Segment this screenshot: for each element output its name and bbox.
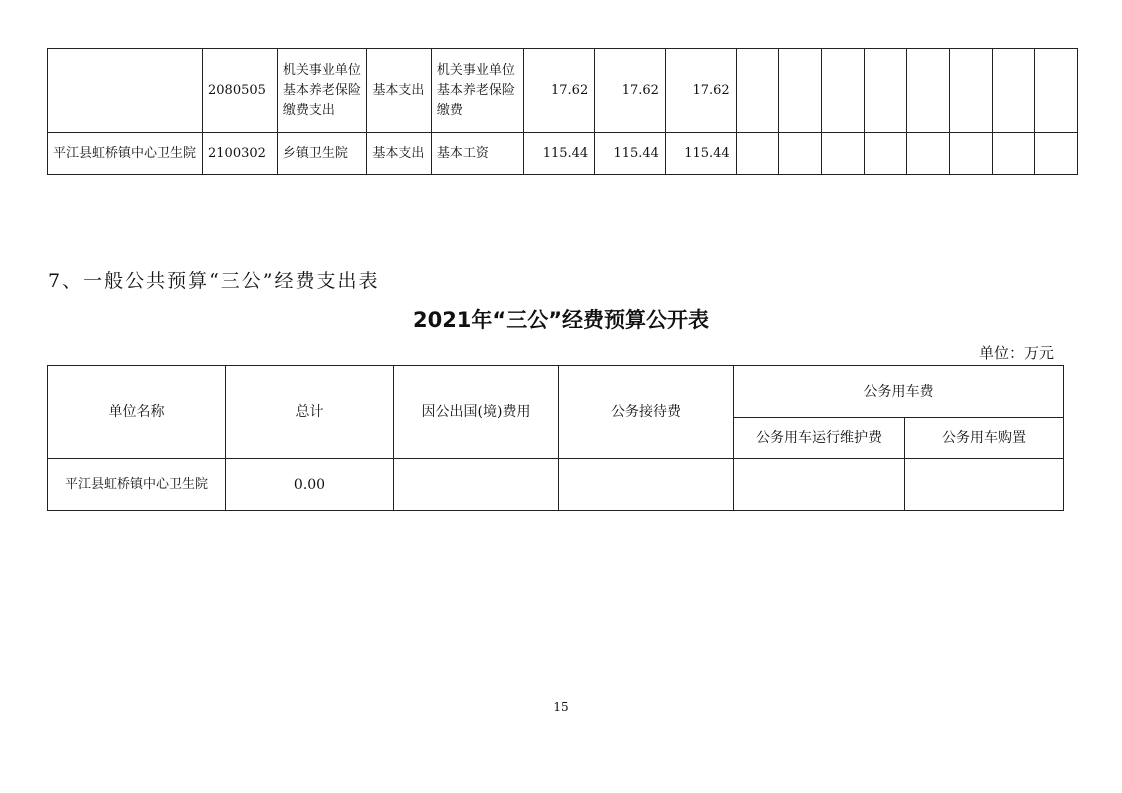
subject-code-cell: 2080505 xyxy=(203,49,278,133)
header-total: 总计 xyxy=(226,366,394,459)
amount-cell: 115.44 xyxy=(524,133,595,175)
empty-cell xyxy=(779,49,822,133)
budget-detail-table xyxy=(47,48,1078,175)
reception-cell xyxy=(559,459,734,511)
vehicle-maintenance-cell xyxy=(734,459,905,511)
amount-cell: 115.44 xyxy=(665,133,736,175)
subject-name-cell: 机关事业单位基本养老保险缴费支出 xyxy=(277,49,366,133)
subject-name-cell: 乡镇卫生院 xyxy=(277,133,366,175)
subject-code-cell: 2100302 xyxy=(203,133,278,175)
empty-cell xyxy=(992,133,1035,175)
amount-cell: 17.62 xyxy=(665,49,736,133)
table-row xyxy=(48,133,1078,175)
header-vehicle: 公务用车费 xyxy=(734,366,1064,418)
amount-cell: 115.44 xyxy=(595,133,666,175)
section-heading: 7、一般公共预算“三公”经费支出表 xyxy=(48,270,380,292)
header-vehicle-purchase: 公务用车购置 xyxy=(905,418,1064,459)
page-number: 15 xyxy=(553,700,569,714)
expense-type-cell: 基本支出 xyxy=(367,133,432,175)
empty-cell xyxy=(864,133,907,175)
header-vehicle-maintenance: 公务用车运行维护费 xyxy=(734,418,905,459)
amount-cell: 17.62 xyxy=(595,49,666,133)
empty-cell xyxy=(864,49,907,133)
header-abroad: 因公出国(境)费用 xyxy=(394,366,559,459)
unit-label: 单位：万元 xyxy=(978,344,1054,362)
header-unit-name: 单位名称 xyxy=(48,366,226,459)
header-reception: 公务接待费 xyxy=(559,366,734,459)
empty-cell xyxy=(736,133,779,175)
empty-cell xyxy=(1035,133,1078,175)
empty-cell xyxy=(949,49,992,133)
expense-type-cell: 基本支出 xyxy=(367,49,432,133)
total-cell: 0.00 xyxy=(226,459,394,511)
abroad-cell xyxy=(394,459,559,511)
unit-name-cell: 平江县虹桥镇中心卫生院 xyxy=(48,133,203,175)
empty-cell xyxy=(992,49,1035,133)
table-row xyxy=(48,49,1078,133)
three-public-expenses-table xyxy=(47,365,1064,511)
header-row xyxy=(48,366,1064,418)
empty-cell xyxy=(949,133,992,175)
amount-cell: 17.62 xyxy=(524,49,595,133)
empty-cell xyxy=(907,133,950,175)
table-title: 2021年“三公”经费预算公开表 xyxy=(412,308,710,332)
economic-class-cell: 基本工资 xyxy=(431,133,524,175)
unit-name-cell xyxy=(48,49,203,133)
table-row xyxy=(48,459,1064,511)
empty-cell xyxy=(907,49,950,133)
unit-name-cell: 平江县虹桥镇中心卫生院 xyxy=(48,459,226,511)
empty-cell xyxy=(822,133,865,175)
empty-cell xyxy=(779,133,822,175)
empty-cell xyxy=(736,49,779,133)
empty-cell xyxy=(1035,49,1078,133)
economic-class-cell: 机关事业单位基本养老保险缴费 xyxy=(431,49,524,133)
vehicle-purchase-cell xyxy=(905,459,1064,511)
empty-cell xyxy=(822,49,865,133)
